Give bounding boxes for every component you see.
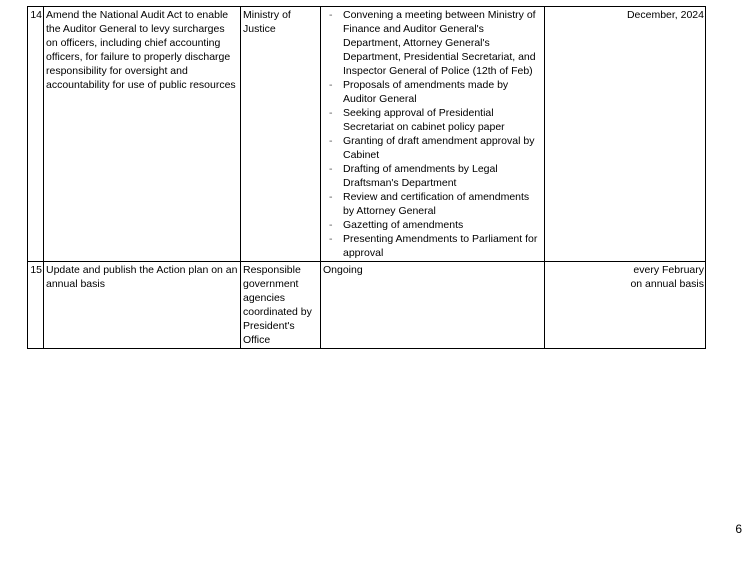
deadline-cell xyxy=(545,262,706,349)
responsible-line: coordinated by xyxy=(243,306,312,318)
steps-cell xyxy=(321,7,545,262)
responsible-line: Responsible xyxy=(243,264,301,276)
deadline-cell: December, 2024 xyxy=(545,7,706,262)
responsible-line: President's xyxy=(243,320,295,332)
responsible-line: Office xyxy=(243,334,271,346)
action-plan-table xyxy=(27,6,706,349)
deadline-line: on annual basis xyxy=(630,278,704,290)
responsible-cell: Ministry of Justice xyxy=(241,7,321,262)
list-item: - Gazetting of amendments xyxy=(329,218,543,232)
list-item: - Convening a meeting between Ministry of Finance and Auditor General's Department, Attorney General's Department, Presidential Secretariat, and Inspector General of Police (12th of Feb) xyxy=(329,8,543,78)
table-row xyxy=(28,262,706,349)
list-item: - Review and certification of amendments by Attorney General xyxy=(329,190,543,218)
list-item: - Granting of draft amendment approval by Cabinet xyxy=(329,134,543,162)
list-item: - Drafting of amendments by Legal Draftsman's Department xyxy=(329,162,543,190)
steps-list xyxy=(323,8,543,260)
action-cell: Amend the National Audit Act to enable the Auditor General to levy surcharges on officers, including chief accounting officers, for failure to properly discharge responsibility for oversight and accountability for use of public resources xyxy=(44,7,241,262)
responsible-line: government xyxy=(243,278,299,290)
deadline-line: every February xyxy=(633,264,704,276)
page-number: 6 xyxy=(735,522,742,536)
list-item: - Seeking approval of Presidential Secretariat on cabinet policy paper xyxy=(329,106,543,134)
responsible-line: agencies xyxy=(243,292,286,304)
list-item: - Proposals of amendments made by Auditor General xyxy=(329,78,543,106)
row-number: 15 xyxy=(28,262,44,349)
action-cell: Update and publish the Action plan on an annual basis xyxy=(44,262,241,349)
row-number: 14 xyxy=(28,7,44,262)
table-row xyxy=(28,7,706,262)
list-item: - Presenting Amendments to Parliament for approval xyxy=(329,232,543,260)
status-cell: Ongoing xyxy=(321,262,545,349)
responsible-cell xyxy=(241,262,321,349)
